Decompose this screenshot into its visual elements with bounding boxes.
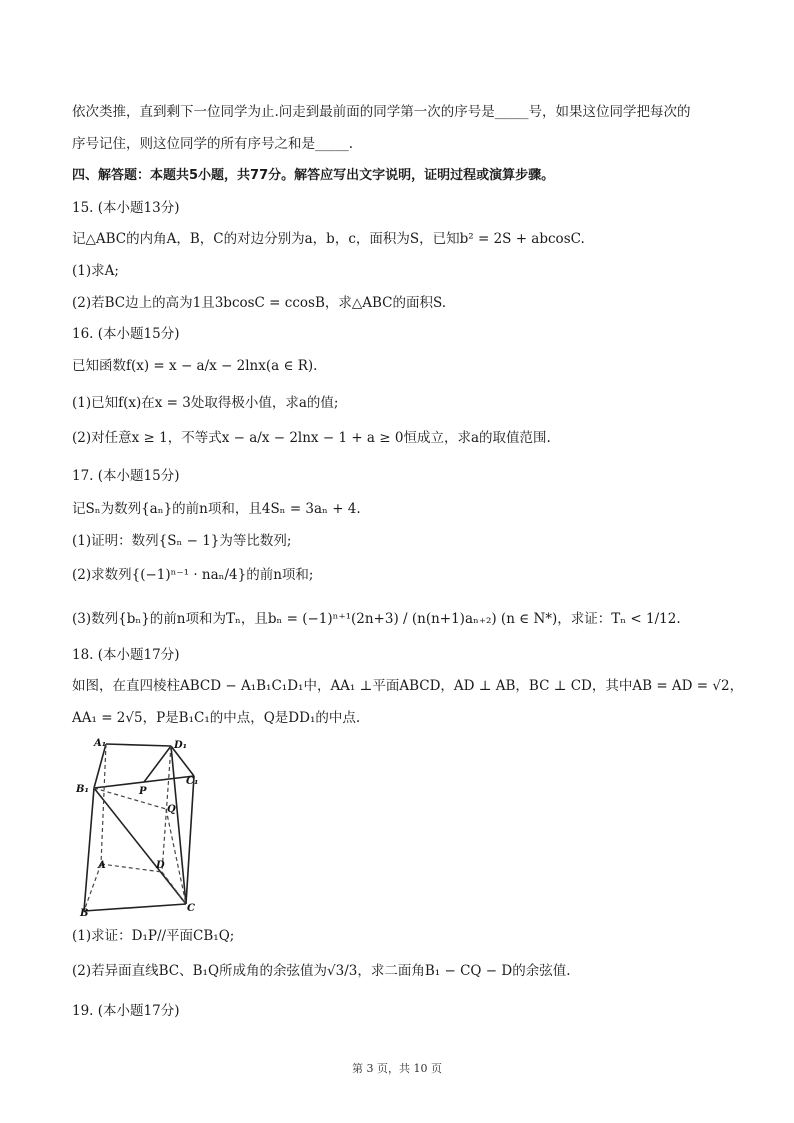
label-c: C: [187, 903, 195, 914]
question-heading: 17. (本小题15分): [72, 468, 180, 484]
text-line: 记Sₙ为数列{aₙ}的前n项和，且4Sₙ = 3aₙ + 4.: [72, 501, 361, 517]
text-line: (1)已知f(x)在x = 3处取得极小值，求a的值;: [72, 395, 339, 411]
text-line: (2)若异面直线BC、B₁Q所成角的余弦值为√3/3，求二面角B₁ − CQ − D的余弦值.: [72, 963, 571, 979]
question-heading: 15. (本小题13分): [72, 200, 180, 216]
label-p: P: [139, 786, 147, 797]
text-line: (3)数列{bₙ}的前n项和为Tₙ，且bₙ = (−1)ⁿ⁺¹(2n+3) / (n(n+1)aₙ₊₂) (n ∈ N*)，求证：Tₙ < 1/12.: [72, 611, 681, 627]
text-line: (2)若BC边上的高为1且3bcosC = ccosB，求△ABC的面积S.: [72, 295, 447, 311]
text-line: (2)对任意x ≥ 1，不等式x − a/x − 2lnx − 1 + a ≥ 0恒成立，求a的取值范围.: [72, 430, 551, 446]
question-heading: 19. (本小题17分): [72, 1003, 180, 1019]
label-d: D: [156, 860, 165, 871]
prism-figure: [76, 736, 206, 918]
label-d1: D₁: [174, 740, 188, 751]
label-q: Q: [167, 804, 176, 815]
text-line: (2)求数列{(−1)ⁿ⁻¹ · naₙ/4}的前n项和;: [72, 567, 314, 583]
text-line: (1)求证：D₁P//平面CB₁Q;: [72, 928, 235, 944]
text-line: 已知函数f(x) = x − a/x − 2lnx(a ∈ R).: [72, 358, 318, 374]
text-line: 如图，在直四棱柱ABCD − A₁B₁C₁D₁中，AA₁ ⊥平面ABCD，AD ⊥ AB，BC ⊥ CD，其中AB = AD = √2，: [72, 678, 744, 694]
label-a1: A₁: [94, 738, 107, 749]
question-heading: 18. (本小题17分): [72, 647, 180, 663]
text-line: (1)求A;: [72, 263, 119, 279]
question-heading: 16. (本小题15分): [72, 326, 180, 342]
label-b: B: [80, 908, 89, 918]
text-line: AA₁ = 2√5，P是B₁C₁的中点，Q是DD₁的中点.: [72, 710, 361, 726]
page-footer: 第 3 页，共 10 页: [352, 1062, 442, 1075]
text-line: (1)证明：数列{Sₙ − 1}为等比数列;: [72, 533, 292, 549]
label-b1: B₁: [76, 784, 89, 795]
text-line: 序号记住，则这位同学的所有序号之和是_____.: [72, 136, 354, 152]
text-line: 记△ABC的内角A，B，C的对边分别为a，b，c，面积为S，已知b² = 2S + abcosC.: [72, 231, 585, 247]
section-heading: 四、解答题：本题共5小题，共77分。解答应写出文字说明，证明过程或演算步骤。: [72, 168, 555, 183]
text-line: 依次类推，直到剩下一位同学为止.问走到最前面的同学第一次的序号是_____号，如果这位同学把每次的: [72, 104, 691, 120]
label-c1: C₁: [186, 776, 199, 787]
label-a: A: [98, 860, 106, 871]
